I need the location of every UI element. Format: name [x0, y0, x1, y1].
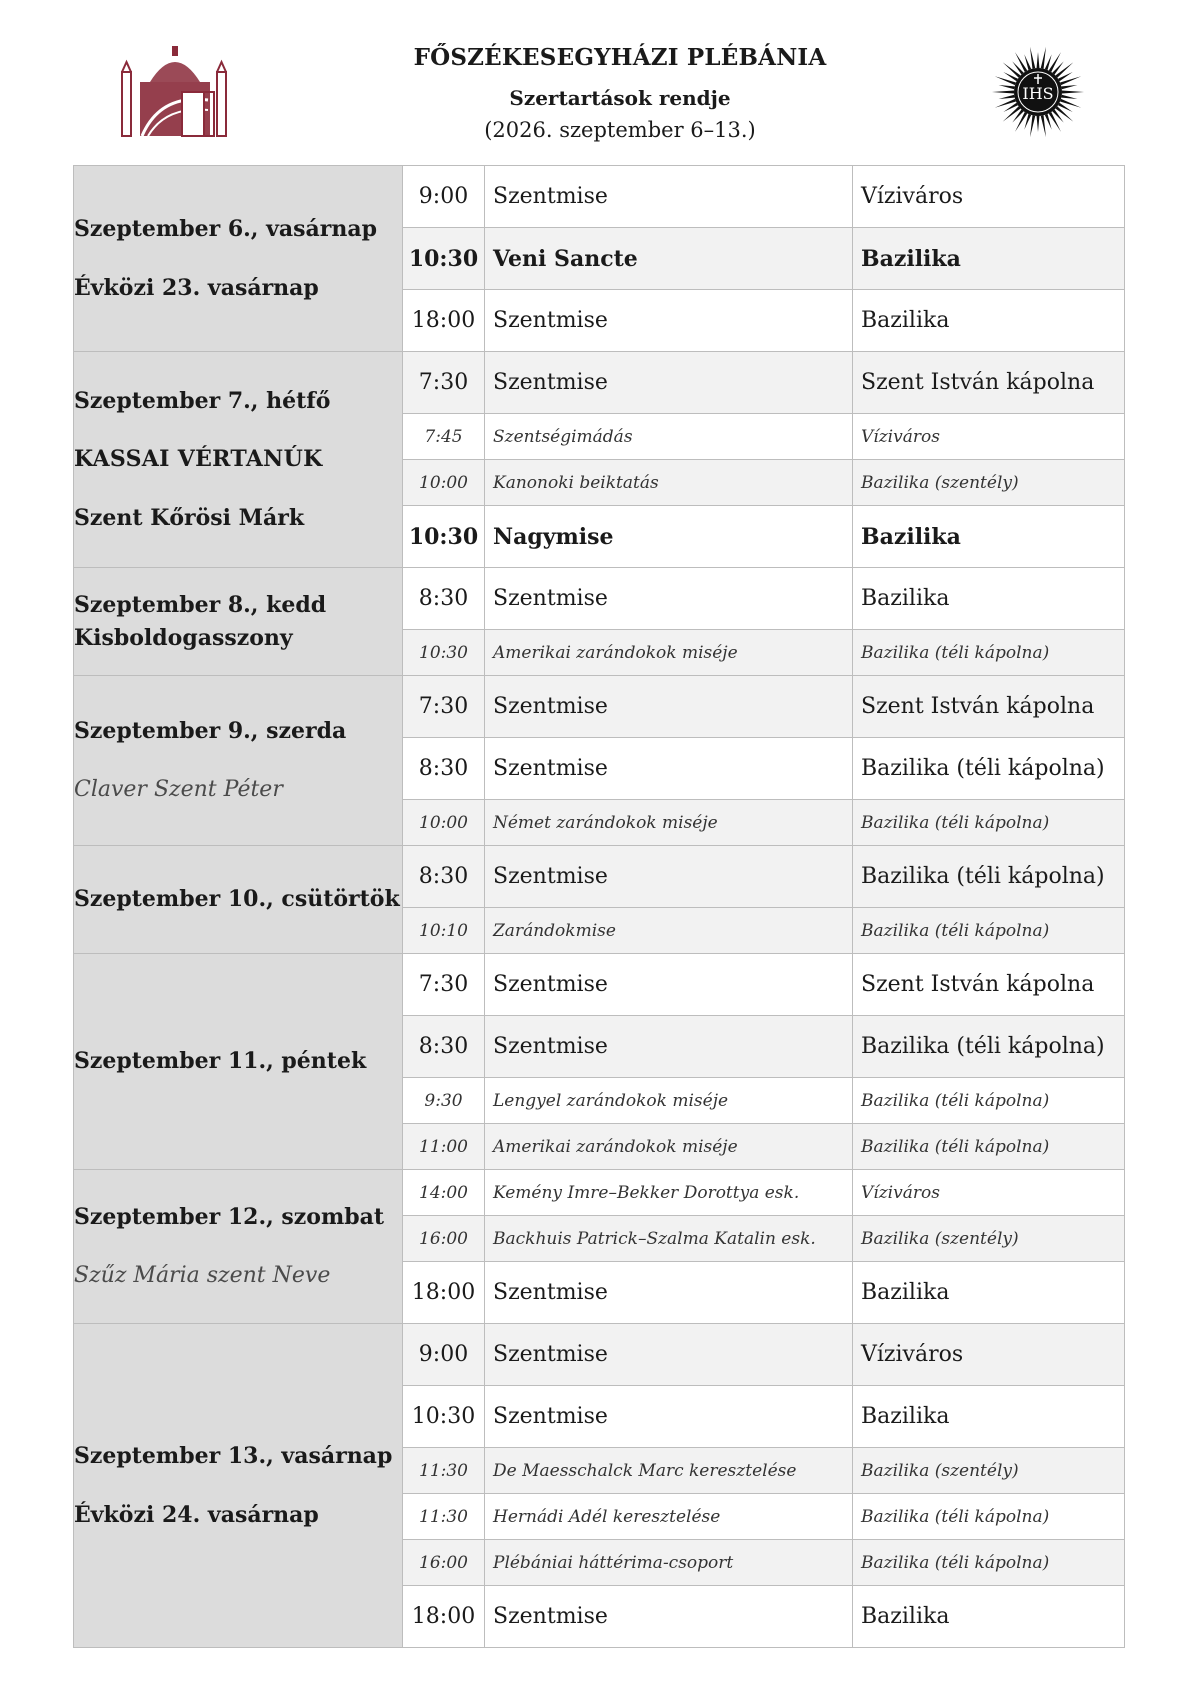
day-date: Szeptember 9., szerda [74, 717, 347, 744]
time-cell: 14:00 [403, 1170, 485, 1216]
day-date: Szeptember 13., vasárnap [74, 1442, 393, 1469]
schedule-row [74, 676, 1125, 738]
place-cell: Bazilika (téli kápolna) [853, 800, 1125, 846]
place-cell: Bazilika (téli kápolna) [853, 908, 1125, 954]
event-cell: Szentmise [485, 1262, 853, 1324]
time-cell: 8:30 [403, 1016, 485, 1078]
place-cell: Víziváros [853, 1324, 1125, 1386]
day-cell [74, 954, 403, 1170]
page-title: FŐSZÉKESEGYHÁZI PLÉBÁNIA [413, 44, 827, 71]
place-cell: Bazilika [853, 228, 1125, 290]
schedule-row [74, 352, 1125, 414]
place-cell: Bazilika (téli kápolna) [853, 1016, 1125, 1078]
time-cell: 10:00 [403, 460, 485, 506]
time-cell: 9:00 [403, 166, 485, 228]
time-cell: 7:45 [403, 414, 485, 460]
event-cell: Amerikai zarándokok miséje [485, 1124, 853, 1170]
event-cell: Veni Sancte [485, 228, 853, 290]
day-cell [74, 676, 403, 846]
place-cell: Bazilika [853, 1386, 1125, 1448]
page-subtitle: Szertartások rendje [509, 86, 731, 110]
event-cell: Szentmise [485, 1586, 853, 1648]
schedule-row [74, 1324, 1125, 1386]
place-cell: Víziváros [853, 166, 1125, 228]
event-cell: Plébániai háttérima-csoport [485, 1540, 853, 1586]
place-cell: Bazilika [853, 1262, 1125, 1324]
day-feast: Szent Kőrösi Márk [74, 504, 305, 531]
ihs-sun-emblem-icon [990, 44, 1086, 140]
day-cell [74, 568, 403, 676]
place-cell: Bazilika (szentély) [853, 1216, 1125, 1262]
time-cell: 10:30 [403, 228, 485, 290]
day-date: Szeptember 11., péntek [74, 1048, 367, 1075]
time-cell: 18:00 [403, 1262, 485, 1324]
time-cell: 10:30 [403, 1386, 485, 1448]
place-cell: Bazilika [853, 290, 1125, 352]
time-cell: 11:00 [403, 1124, 485, 1170]
place-cell: Szent István kápolna [853, 676, 1125, 738]
place-cell: Víziváros [853, 414, 1125, 460]
event-cell: Szentmise [485, 290, 853, 352]
day-feast: Kisboldogasszony [74, 624, 293, 651]
event-cell: Szentmise [485, 568, 853, 630]
time-cell: 11:30 [403, 1448, 485, 1494]
place-cell: Bazilika (téli kápolna) [853, 1494, 1125, 1540]
time-cell: 9:30 [403, 1078, 485, 1124]
event-cell: Hernádi Adél keresztelése [485, 1494, 853, 1540]
place-cell: Bazilika [853, 1586, 1125, 1648]
day-feast: Szűz Mária szent Neve [74, 1262, 331, 1288]
time-cell: 7:30 [403, 954, 485, 1016]
event-cell: Szentmise [485, 166, 853, 228]
place-cell: Bazilika (szentély) [853, 460, 1125, 506]
place-cell: Víziváros [853, 1170, 1125, 1216]
place-cell: Bazilika (szentély) [853, 1448, 1125, 1494]
place-cell: Szent István kápolna [853, 352, 1125, 414]
event-cell: Szentmise [485, 846, 853, 908]
time-cell: 16:00 [403, 1540, 485, 1586]
event-cell: Szentmise [485, 954, 853, 1016]
time-cell: 18:00 [403, 1586, 485, 1648]
schedule-row [74, 166, 1125, 228]
day-cell [74, 846, 403, 954]
day-date: Szeptember 7., hétfő [74, 387, 331, 414]
place-cell: Bazilika (téli kápolna) [853, 630, 1125, 676]
place-cell: Bazilika (téli kápolna) [853, 1078, 1125, 1124]
event-cell: Szentmise [485, 1324, 853, 1386]
time-cell: 10:00 [403, 800, 485, 846]
day-feast: Évközi 24. vasárnap [74, 1501, 319, 1528]
day-date: Szeptember 10., csütörtök [74, 886, 400, 913]
time-cell: 9:00 [403, 1324, 485, 1386]
schedule-row [74, 954, 1125, 1016]
event-cell: Szentmise [485, 676, 853, 738]
day-feast: Évközi 23. vasárnap [74, 274, 319, 301]
event-cell: Szentmise [485, 1016, 853, 1078]
day-feast: KASSAI VÉRTANÚK [74, 446, 323, 473]
day-date: Szeptember 8., kedd [74, 591, 327, 618]
event-cell: Nagymise [485, 506, 853, 568]
day-date: Szeptember 12., szombat [74, 1203, 385, 1230]
time-cell: 10:30 [403, 506, 485, 568]
event-cell: De Maesschalck Marc keresztelése [485, 1448, 853, 1494]
day-date: Szeptember 6., vasárnap [74, 215, 378, 242]
schedule-table [73, 165, 1125, 1648]
event-cell: Német zarándokok miséje [485, 800, 853, 846]
place-cell: Bazilika (téli kápolna) [853, 738, 1125, 800]
time-cell: 11:30 [403, 1494, 485, 1540]
event-cell: Szentségimádás [485, 414, 853, 460]
schedule-row [74, 568, 1125, 630]
time-cell: 7:30 [403, 676, 485, 738]
time-cell: 8:30 [403, 846, 485, 908]
time-cell: 8:30 [403, 568, 485, 630]
event-cell: Zarándokmise [485, 908, 853, 954]
time-cell: 10:10 [403, 908, 485, 954]
event-cell: Szentmise [485, 352, 853, 414]
day-cell [74, 1324, 403, 1648]
place-cell: Bazilika (téli kápolna) [853, 846, 1125, 908]
time-cell: 16:00 [403, 1216, 485, 1262]
place-cell: Bazilika [853, 506, 1125, 568]
place-cell: Szent István kápolna [853, 954, 1125, 1016]
day-cell [74, 166, 403, 352]
page-header [0, 0, 1200, 160]
event-cell: Szentmise [485, 1386, 853, 1448]
schedule-row [74, 846, 1125, 908]
event-cell: Kanonoki beiktatás [485, 460, 853, 506]
time-cell: 8:30 [403, 738, 485, 800]
time-cell: 10:30 [403, 630, 485, 676]
event-cell: Backhuis Patrick–Szalma Katalin esk. [485, 1216, 853, 1262]
schedule-row [74, 1170, 1125, 1216]
date-range: (2026. szeptember 6–13.) [484, 118, 756, 142]
day-feast: Claver Szent Péter [74, 776, 283, 802]
place-cell: Bazilika (téli kápolna) [853, 1540, 1125, 1586]
time-cell: 18:00 [403, 290, 485, 352]
place-cell: Bazilika [853, 568, 1125, 630]
event-cell: Kemény Imre–Bekker Dorottya esk. [485, 1170, 853, 1216]
day-cell [74, 1170, 403, 1324]
event-cell: Lengyel zarándokok miséje [485, 1078, 853, 1124]
time-cell: 7:30 [403, 352, 485, 414]
event-cell: Amerikai zarándokok miséje [485, 630, 853, 676]
svg-text:IHS: IHS [1022, 84, 1054, 103]
place-cell: Bazilika (téli kápolna) [853, 1124, 1125, 1170]
event-cell: Szentmise [485, 738, 853, 800]
day-cell [74, 352, 403, 568]
